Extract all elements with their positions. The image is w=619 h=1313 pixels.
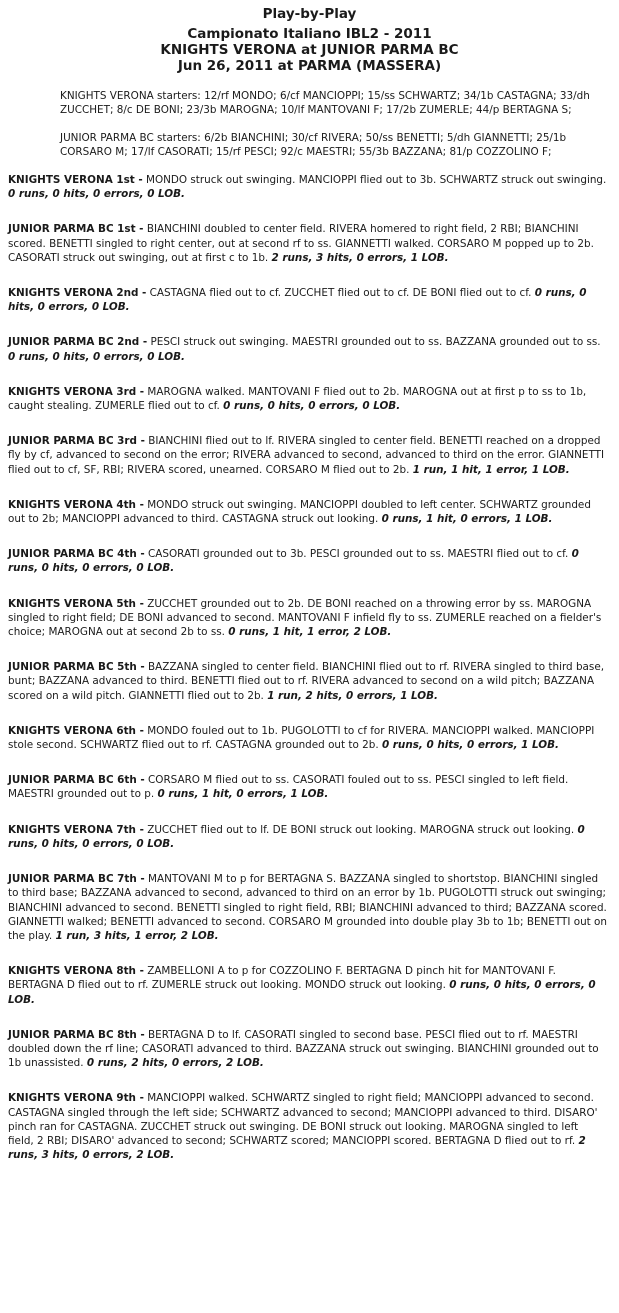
inning-paragraph xyxy=(8,335,607,363)
inning-summary: 1 run, 3 hits, 1 error, 2 LOB. xyxy=(55,929,219,942)
inning-paragraph xyxy=(8,1091,607,1162)
inning-team-label: KNIGHTS VERONA 7th - xyxy=(8,823,144,836)
game-date-place: Jun 26, 2011 at PARMA (MASSERA) xyxy=(177,58,442,74)
inning-plays: ZAMBELLONI A to p for COZZOLINO F. BERTAGNA D pinch hit for MANTOVANI F. BERTAGNA D flied out to rf. ZUMERLE struck out looking. MONDO struck out looking. xyxy=(8,965,556,992)
inning-plays: PESCI struck out swinging. MAESTRI grounded out to ss. BAZZANA grounded out to ss. xyxy=(150,336,601,349)
inning-summary: 0 runs, 0 hits, 0 errors, 0 LOB. xyxy=(8,350,185,363)
inning-plays: ZUCCHET grounded out to 2b. DE BONI reached on a throwing error by ss. MAROGNA singled to right field; DE BONI advanced to second. MANTOVANI F infield fly to ss. ZUMERLE reached on a fielder's choice; MAROGNA out at second 2b to ss. xyxy=(8,597,602,639)
inning-paragraph xyxy=(8,724,607,752)
inning-paragraph xyxy=(8,872,607,943)
inning-paragraph xyxy=(8,547,607,575)
inning-plays: CORSARO M flied out to ss. CASORATI fouled out to ss. PESCI singled to left field. MAESTRI grounded out to p. xyxy=(8,774,569,801)
inning-paragraph xyxy=(8,434,607,477)
inning-team-label: JUNIOR PARMA BC 7th - xyxy=(8,873,145,886)
inning-plays: BERTAGNA D to lf. CASORATI singled to second base. PESCI flied out to rf. MAESTRI doubled down the rf line; CASORATI advanced to third. BAZZANA struck out swinging. BIANCHINI grounded out to 1b unassisted. xyxy=(8,1028,599,1070)
inning-team-label: KNIGHTS VERONA 9th - xyxy=(8,1092,144,1105)
inning-team-label: KNIGHTS VERONA 4th - xyxy=(8,498,144,511)
inning-paragraph xyxy=(8,173,607,201)
inning-plays: MAROGNA walked. MANTOVANI F flied out to 2b. MAROGNA out at first p to ss to 1b, caught stealing. ZUMERLE flied out to cf. xyxy=(8,385,587,413)
innings-list xyxy=(8,173,611,1162)
inning-summary: 0 runs, 0 hits, 0 errors, 0 LOB. xyxy=(8,979,596,1006)
inning-summary: 0 runs, 0 hits, 0 errors, 0 LOB. xyxy=(8,188,185,201)
matchup: KNIGHTS VERONA at JUNIOR PARMA BC xyxy=(160,42,459,58)
inning-summary: 0 runs, 1 hit, 1 error, 2 LOB. xyxy=(228,626,392,639)
inning-team-label: KNIGHTS VERONA 3rd - xyxy=(8,385,145,398)
inning-plays: ZUCCHET flied out to lf. DE BONI struck out looking. MAROGNA struck out looking. xyxy=(147,823,575,836)
inning-team-label: JUNIOR PARMA BC 5th - xyxy=(8,661,145,674)
inning-plays: MANCIOPPI walked. SCHWARTZ singled to right field; MANCIOPPI advanced to second. CASTAGNA singled through the left side; SCHWARTZ advanced to second; MANCIOPPI advanced to third. DISARO' pinch ran for CASTAGNA. ZUCCHET struck out swinging. DE BONI struck out looking. MAROGNA singled to left field, 2 RBI; DISARO' advanced to second; SCHWARTZ scored; MANCIOPPI scored. BERTAGNA D flied out to rf. xyxy=(8,1092,598,1147)
inning-paragraph xyxy=(8,385,607,413)
inning-summary: 2 runs, 3 hits, 0 errors, 1 LOB. xyxy=(271,251,449,264)
inning-paragraph xyxy=(8,823,607,851)
home-starters: JUNIOR PARMA BC starters: 6/2b BIANCHINI; 30/cf RIVERA; 50/ss BENETTI; 5/dh GIANNETTI; 25/1b CORSARO M; 17/lf CASORATI; 15/rf PESCI; 92/c MAESTRI; 55/3b BAZZANA; 81/p COZZOLINO F; xyxy=(60,132,567,158)
inning-plays: BIANCHINI flied out to lf. RIVERA singled to center field. BENETTI reached on a dropped fly by cf, advanced to second on the error; RIVERA advanced to second, advanced to third on the error. GIANNETTI flied out to cf, SF, RBI; RIVERA scored, unearned. CORSARO M flied out to 2b. xyxy=(8,435,605,476)
inning-summary: 0 runs, 1 hit, 0 errors, 1 LOB. xyxy=(157,788,329,801)
inning-team-label: KNIGHTS VERONA 1st - xyxy=(8,174,143,186)
inning-paragraph xyxy=(8,498,607,526)
inning-team-label: JUNIOR PARMA BC 2nd - xyxy=(8,336,148,349)
inning-summary: 0 runs, 1 hit, 0 errors, 1 LOB. xyxy=(381,513,553,526)
inning-summary: 0 runs, 0 hits, 0 errors, 0 LOB. xyxy=(223,400,401,413)
visitor-starters: KNIGHTS VERONA starters: 12/rf MONDO; 6/cf MANCIOPPI; 15/ss SCHWARTZ; 34/1b CASTAGNA; 33/dh ZUCCHET; 8/c DE BONI; 23/3b MAROGNA; 10/lf MANTOVANI F; 17/2b ZUMERLE; 44/p BERTAGNA S; xyxy=(60,90,590,116)
inning-plays: BAZZANA singled to center field. BIANCHINI flied out to rf. RIVERA singled to third base, bunt; BAZZANA advanced to third. BENETTI flied out to rf. RIVERA advanced to second on a wild pitch; BAZZANA scored on a wild pitch. GIANNETTI flied out to 2b. xyxy=(8,661,605,702)
inning-plays: CASORATI grounded out to 3b. PESCI grounded out to ss. MAESTRI flied out to cf. xyxy=(148,548,569,561)
inning-summary: 2 runs, 3 hits, 0 errors, 2 LOB. xyxy=(8,1134,586,1162)
inning-team-label: JUNIOR PARMA BC 8th - xyxy=(8,1028,145,1041)
inning-paragraph xyxy=(8,597,607,640)
inning-team-label: JUNIOR PARMA BC 1st - xyxy=(8,223,144,236)
inning-paragraph xyxy=(8,1028,607,1071)
inning-plays: CASTAGNA flied out to cf. ZUCCHET flied out to cf. DE BONI flied out to cf. xyxy=(149,287,532,300)
document-title: Play-by-Play xyxy=(262,6,357,22)
inning-paragraph xyxy=(8,773,607,801)
inning-summary: 0 runs, 0 hits, 0 errors, 1 LOB. xyxy=(381,739,559,752)
inning-team-label: KNIGHTS VERONA 2nd - xyxy=(8,287,147,300)
inning-team-label: KNIGHTS VERONA 5th - xyxy=(8,597,144,610)
inning-summary: 0 runs, 0 hits, 0 errors, 0 LOB. xyxy=(8,823,585,850)
inning-plays: BIANCHINI doubled to center field. RIVERA homered to right field, 2 RBI; BIANCHINI scored. BENETTI singled to right center, out at second rf to ss. GIANNETTI walked. CORSARO M popped up to 2b. CASORATI struck out swinging, out at first c to 1b. xyxy=(8,223,594,264)
inning-team-label: KNIGHTS VERONA 6th - xyxy=(8,724,144,737)
inning-team-label: JUNIOR PARMA BC 6th - xyxy=(8,774,145,787)
championship-name: Campionato Italiano IBL2 - 2011 xyxy=(187,26,432,42)
inning-plays: MONDO struck out swinging. MANCIOPPI flied out to 3b. SCHWARTZ struck out swinging. xyxy=(145,174,607,186)
inning-paragraph xyxy=(8,222,607,265)
game-header xyxy=(8,22,611,74)
inning-summary: 0 runs, 2 hits, 0 errors, 2 LOB. xyxy=(86,1057,264,1070)
inning-team-label: JUNIOR PARMA BC 3rd - xyxy=(8,435,145,448)
inning-team-label: KNIGHTS VERONA 8th - xyxy=(8,965,144,978)
inning-team-label: JUNIOR PARMA BC 4th - xyxy=(8,548,145,561)
inning-summary: 1 run, 1 hit, 1 error, 1 LOB. xyxy=(412,463,570,476)
inning-plays: MANTOVANI M to p for BERTAGNA S. BAZZANA singled to shortstop. BIANCHINI singled to third base; BAZZANA advanced to second, advanced to third on an error by 1b. PUGOLOTTI struck out swinging; BIANCHINI advanced to second. BENETTI singled to right field, RBI; BIANCHINI advanced to third; BAZZANA scored. GIANNETTI walked; BENETTI advanced to second. CORSARO M grounded into double play 3b to 1b; BENETTI out on the play. xyxy=(8,873,608,942)
inning-paragraph xyxy=(8,660,607,703)
inning-paragraph xyxy=(8,286,607,314)
inning-plays: MONDO fouled out to 1b. PUGOLOTTI to cf for RIVERA. MANCIOPPI walked. MANCIOPPI stole second. SCHWARTZ flied out to rf. CASTAGNA grounded out to 2b. xyxy=(8,724,595,752)
inning-paragraph xyxy=(8,964,607,1007)
inning-summary: 1 run, 2 hits, 0 errors, 1 LOB. xyxy=(267,689,438,702)
inning-plays: MONDO struck out swinging. MANCIOPPI doubled to left center. SCHWARTZ grounded out to 2b; MANCIOPPI advanced to third. CASTAGNA struck out looking. xyxy=(8,498,591,526)
inning-summary: 0 runs, 0 hits, 0 errors, 0 LOB. xyxy=(8,287,587,314)
inning-summary: 0 runs, 0 hits, 0 errors, 0 LOB. xyxy=(8,548,579,575)
